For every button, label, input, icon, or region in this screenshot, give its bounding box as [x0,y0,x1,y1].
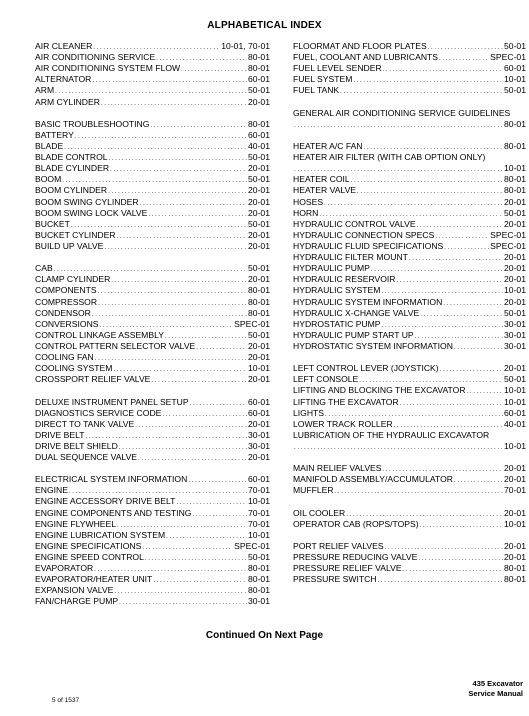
index-entry-label: CONDENSOR [35,307,91,318]
index-entry-page: 80-01 [504,174,526,185]
index-entry-page: SPEC-01 [490,52,526,63]
index-entry-page: 20-01 [504,274,526,285]
index-entry-label: BOOM SWING CYLINDER [35,196,139,207]
index-entry-page: SPEC-01 [490,240,526,251]
index-entry-label: AIR CONDITIONING SERVICE [35,52,156,63]
index-entry[interactable] [293,163,526,174]
index-entry[interactable] [35,485,270,496]
right-index-column [293,41,526,585]
index-entry-page: 10-01 [248,496,270,507]
index-entry[interactable] [35,430,270,441]
index-entry[interactable] [293,485,526,496]
index-entry-label: GENERAL AIR CONDITIONING SERVICE GUIDELINES [293,107,511,118]
dot-leader [138,452,247,465]
index-entry-label: COOLING SYSTEM [35,363,113,374]
index-entry-page: 30-01 [504,318,526,329]
index-entry[interactable] [293,263,526,274]
index-entry[interactable] [293,241,526,252]
dot-leader [101,97,247,110]
index-entry[interactable] [293,397,526,408]
index-entry-label: PRESSURE REDUCING VALVE [293,552,418,563]
index-entry[interactable] [35,330,270,341]
index-entry-label: AIR CONDITIONING SYSTEM FLOW [35,63,181,74]
index-entry[interactable] [35,363,270,374]
index-entry-page: 20-01 [248,240,270,251]
index-entry[interactable] [35,319,270,330]
index-entry-page: 40-01 [504,418,526,429]
index-entry[interactable] [35,352,270,363]
index-entry-page: 10-01 [248,363,270,374]
index-entry-label: MANIFOLD ASSEMBLY/ACCUMULATOR [293,474,453,485]
index-entry-page: 10-01 [504,396,526,407]
index-entry-label: BUCKET [35,218,70,229]
index-entry-page: 50-01 [504,41,526,51]
index-entry-page: 80-01 [248,296,270,307]
index-entry[interactable] [35,163,270,174]
index-entry[interactable] [293,252,526,263]
dot-leader [454,341,503,354]
index-entry-page: 20-01 [504,196,526,207]
index-entry-label: DELUXE INSTRUMENT PANEL SETUP [35,396,189,407]
index-entry-page: 10-01 [504,440,526,451]
index-entry-label: ENGINE ACCESSORY DRIVE BELT [35,496,176,507]
index-entry[interactable] [35,263,270,274]
dot-leader [294,119,503,132]
index-entry-page: 50-01 [504,307,526,318]
index-entry[interactable] [293,541,526,552]
index-entry-label: AIR CLEANER [35,41,93,51]
dot-leader [420,519,503,532]
index-entry[interactable] [293,197,526,208]
index-entry[interactable] [293,408,526,419]
index-entry-page: 20-01 [504,540,526,551]
index-entry-label: LIFTING THE EXCAVATOR [293,396,399,407]
index-entry[interactable] [35,41,270,52]
index-entry[interactable] [293,185,526,196]
continued-note: Continued On Next Page [205,630,324,641]
index-entry-label: HYDRAULIC CONNECTION SPECS [293,229,435,240]
index-entry-label: FUEL, COOLANT AND LUBRICANTS [293,52,439,63]
index-entry-label: HEATER VALVE [293,185,357,196]
index-entry[interactable] [35,285,270,296]
index-entry-page: 50-01 [248,152,270,163]
index-entry-page: 50-01 [248,174,270,185]
index-entry[interactable] [293,319,526,330]
index-entry-label: FLOORMAT AND FLOOR PLATES [293,41,427,51]
index-entry[interactable] [293,63,526,74]
index-entry[interactable] [35,174,270,185]
dot-leader [119,596,247,609]
index-entry-page: 50-01 [248,552,270,563]
page-title: ALPHABETICAL INDEX [207,20,322,31]
index-entry-page: 30-01 [504,329,526,340]
index-entry[interactable] [35,530,270,541]
dot-leader [378,574,503,587]
dot-leader [294,441,503,454]
index-entry-label: CONTROL PATTERN SELECTOR VALVE [35,340,196,351]
index-entry-label: EVAPORATOR/HEATER UNIT [35,574,153,585]
index-entry[interactable] [293,441,526,452]
index-entry-label: HYDROSTATIC SYSTEM INFORMATION [293,340,453,351]
index-entry[interactable] [293,574,526,585]
index-entry[interactable] [35,574,270,585]
index-entry[interactable] [35,152,270,163]
index-entry-label: HYDRAULIC X-CHANGE VALVE [293,307,420,318]
index-entry-page: 20-01 [504,507,526,518]
index-entry[interactable] [35,519,270,530]
index-entry-page: 50-01 [248,263,270,274]
index-entry-label: DIRECT TO TANK VALVE [35,418,135,429]
index-entry[interactable] [35,374,270,385]
index-entry-page: 10-01 [248,529,270,540]
index-entry[interactable] [293,552,526,563]
index-entry-label: BUCKET CYLINDER [35,229,116,240]
index-entry[interactable] [35,63,270,74]
index-entry-page: 50-01 [504,374,526,385]
index-entry-page: 20-01 [248,163,270,174]
index-entry[interactable] [293,74,526,85]
index-entry-label: CLAMP CYLINDER [35,274,111,285]
index-entry-label: HORN [293,207,319,218]
index-entry[interactable] [293,41,526,52]
index-entry-label: HYDROSTATIC PUMP [293,318,381,329]
index-entry-page: 50-01 [248,218,270,229]
index-entry-label: LOWER TRACK ROLLER [293,418,393,429]
index-entry-label: ARM [35,85,55,96]
index-entry[interactable] [35,230,270,241]
index-entry-page: 70-01 [504,485,526,496]
index-entry-label: HYDRAULIC CONTROL VALVE [293,218,416,229]
index-entry[interactable] [35,496,270,507]
index-entry[interactable] [35,508,270,519]
index-entry[interactable] [35,208,270,219]
index-entry-page: 20-01 [504,474,526,485]
index-entry-page: 80-01 [504,185,526,196]
index-entry-page: 70-01 [248,485,270,496]
index-entry-label: MAIN RELIEF VALVES [293,463,382,474]
index-entry[interactable] [35,596,270,607]
index-entry-page: 30-01 [248,429,270,440]
index-entry-page: 10-01 [504,163,526,174]
index-entry[interactable] [35,141,270,152]
index-entry[interactable] [35,397,270,408]
index-entry-page: 10-01 [504,74,526,85]
index-entry-label: MUFFLER [293,485,334,496]
footer-page-info: 5 of 1537 [52,697,80,704]
index-entry[interactable] [293,463,526,474]
index-entry-label: HYDRAULIC PUMP [293,263,370,274]
index-entry-page: 80-01 [504,574,526,585]
index-entry-page: 70-01 [248,518,270,529]
index-entry[interactable] [35,130,270,141]
index-entry-page: 20-01 [504,363,526,374]
index-entry[interactable] [293,85,526,96]
index-entry-label: HYDRAULIC SYSTEM INFORMATION [293,296,443,307]
index-entry[interactable] [293,174,526,185]
index-entry[interactable] [35,541,270,552]
dot-leader [340,85,503,98]
index-entry-label: HYDRAULIC FILTER MOUNT [293,252,408,263]
index-entry-label: ENGINE SPECIFICATIONS [35,540,142,551]
index-entry[interactable] [293,274,526,285]
index-entry-label: BOOM CYLINDER [35,185,108,196]
index-entry-label: BUILD UP VALVE [35,240,104,251]
index-entry[interactable] [35,85,270,96]
index-entry[interactable] [35,97,270,108]
index-entry[interactable] [35,74,270,85]
index-entry-label: HOSES [293,196,324,207]
index-entry-label: PORT RELIEF VALVES [293,540,384,551]
index-entry[interactable] [293,230,526,241]
index-entry[interactable] [35,408,270,419]
index-entry[interactable] [35,441,270,452]
footer-model: 435 Excavator [472,679,523,688]
index-entry[interactable] [293,297,526,308]
dot-leader [151,374,247,387]
index-entry[interactable] [35,52,270,63]
index-entry[interactable] [293,419,526,430]
index-entry-label: HYDRAULIC FLUID SPECIFICATIONS [293,240,444,251]
index-entry-label: ELECTRICAL SYSTEM INFORMATION [35,474,188,485]
index-entry[interactable] [35,474,270,485]
index-entry[interactable] [293,341,526,352]
index-entry-label: OPERATOR CAB (ROPS/TOPS) [293,518,419,529]
index-entry-page: 50-01 [248,85,270,96]
index-entry[interactable] [293,52,526,63]
index-entry-label: HYDRAULIC RESERVOIR [293,274,396,285]
index-entry-page: 10-01 [504,518,526,529]
index-entry-page: 40-01 [248,140,270,151]
index-entry-page: 80-01 [248,52,270,63]
index-entry[interactable] [35,297,270,308]
index-entry-label: FAN/CHARGE PUMP [35,596,119,607]
index-entry-label: EXPANSION VALVE [35,585,114,596]
index-entry-page: 80-01 [504,563,526,574]
index-entry-page: 20-01 [248,452,270,463]
index-entry[interactable] [35,197,270,208]
index-entry-label: CONVERSIONS [35,318,99,329]
index-entry[interactable] [293,363,526,374]
index-entry-page: 60-01 [504,407,526,418]
index-entry-page: 80-01 [248,63,270,74]
index-entry-page: 80-01 [248,285,270,296]
index-entry-label: HYDRAULIC PUMP START UP [293,329,414,340]
index-entry-page: 20-01 [248,185,270,196]
index-entry-label: LEFT CONTROL LEVER (JOYSTICK) [293,363,439,374]
index-entry-page: 10-01 [504,285,526,296]
index-entry[interactable] [35,241,270,252]
index-entry-label: BATTERY [35,129,74,140]
index-entry-page: SPEC-01 [234,540,270,551]
index-entry[interactable] [293,141,526,152]
index-entry-label: BASIC TROUBLESHOOTING [35,118,150,129]
index-entry-page: 30-01 [504,340,526,351]
dot-leader [104,241,247,254]
index-entry-page: 30-01 [248,440,270,451]
left-index-column [35,41,270,608]
index-entry-label: COMPONENTS [35,285,97,296]
index-entry-page: 10-01, 70-01 [221,41,270,51]
index-entry-label: HEATER AIR FILTER (WITH CAB OPTION ONLY) [293,152,486,163]
index-entry-page: 60-01 [248,407,270,418]
index-entry-page: 80-01 [248,563,270,574]
index-entry-label: DRIVE BELT [35,429,85,440]
index-entry[interactable] [35,341,270,352]
index-entry-page: 20-01 [504,252,526,263]
index-entry[interactable] [35,452,270,463]
index-entry-page: 20-01 [504,552,526,563]
index-entry[interactable] [35,585,270,596]
index-entry-page: 60-01 [248,74,270,85]
index-entry-label: ARM CYLINDER [35,96,100,107]
index-entry-label: HEATER A/C FAN [293,140,363,151]
index-entry-label: ENGINE LUBRICATION SYSTEM [35,529,166,540]
index-entry-page: 10-01 [504,385,526,396]
index-entry-label: FUEL LEVEL SENDER [293,63,382,74]
index-entry[interactable] [293,330,526,341]
index-entry-page: 20-01 [248,96,270,107]
index-entry-page: 20-01 [248,196,270,207]
index-entry-page: SPEC-01 [234,318,270,329]
index-entry-label: ENGINE FLYWHEEL [35,518,117,529]
index-entry[interactable] [293,508,526,519]
footer-model-info [468,679,523,699]
index-entry-page: 50-01 [248,329,270,340]
index-entry-label: LUBRICATION OF THE HYDRAULIC EXCAVATOR [293,429,490,440]
index-entry[interactable] [293,308,526,319]
index-entry-page: 60-01 [248,396,270,407]
footer-manual: Service Manual [468,689,523,698]
index-entry[interactable] [35,274,270,285]
index-entry[interactable] [293,474,526,485]
index-entry-label: LEFT CONSOLE [293,374,359,385]
index-entry[interactable] [35,308,270,319]
index-entry-label: BLADE CONTROL [35,152,108,163]
index-entry-label: BLADE [35,140,64,151]
index-entry-label: FUEL SYSTEM [293,74,353,85]
index-entry-label: CONTROL LINKAGE ASSEMBLY [35,329,164,340]
index-entry[interactable] [293,108,526,119]
index-entry-page: 20-01 [504,218,526,229]
index-entry[interactable] [35,563,270,574]
index-entry-page: 80-01 [248,118,270,129]
index-entry-label: HYDRAULIC SYSTEM [293,285,381,296]
index-entry[interactable] [293,385,526,396]
index-entry-page: 80-01 [248,585,270,596]
index-entry-page: 20-01 [248,374,270,385]
index-entry-page: 30-01 [248,596,270,607]
index-entry-page: 20-01 [248,229,270,240]
index-entry-label: OIL COOLER [293,507,346,518]
index-entry-label: LIFTING AND BLOCKING THE EXCAVATOR [293,385,466,396]
index-entry[interactable] [293,119,526,130]
index-entry-label: DIAGNOSTICS SERVICE CODE [35,407,162,418]
index-entry-label: BOOM SWING LOCK VALVE [35,207,148,218]
index-entry-page: 20-01 [504,296,526,307]
index-entry-page: 60-01 [504,63,526,74]
index-entry[interactable] [293,374,526,385]
index-entry[interactable] [35,185,270,196]
index-entry-page: 20-01 [504,263,526,274]
index-entry[interactable] [293,208,526,219]
index-entry-label: COOLING FAN [35,352,94,363]
index-entry-page: 20-01 [248,418,270,429]
index-entry-page: 70-01 [248,507,270,518]
index-entry-page: 20-01 [248,352,270,363]
index-entry-label: PRESSURE SWITCH [293,574,377,585]
index-entry-label: CROSSPORT RELIEF VALVE [35,374,151,385]
index-entry-label: PRESSURE RELIEF VALVE [293,563,402,574]
index-entry[interactable] [35,419,270,430]
index-entry[interactable] [35,219,270,230]
index-entry-page: 20-01 [504,463,526,474]
index-entry-label: ALTERNATOR [35,74,92,85]
index-entry-page: 20-01 [248,274,270,285]
index-entry-page: 20-01 [248,340,270,351]
index-entry[interactable] [35,119,270,130]
index-entry[interactable] [293,563,526,574]
index-entry[interactable] [293,519,526,530]
index-entry-page: 50-01 [504,207,526,218]
index-entry-page: 80-01 [504,118,526,129]
index-entry-label: CAB [35,263,53,274]
index-entry-page: 80-01 [248,307,270,318]
index-entry-page: SPEC-01 [490,229,526,240]
index-entry-label: BOOM [35,174,62,185]
index-entry-label: FUEL TANK [293,85,340,96]
index-entry-page: 20-01 [248,207,270,218]
index-entry-label: EVAPORATOR [35,563,94,574]
index-entry-label: LIGHTS [293,407,325,418]
index-entry-page: 80-01 [248,574,270,585]
index-entry-label: HEATER COIL [293,174,350,185]
index-entry[interactable] [35,552,270,563]
index-entry-label: BLADE CYLINDER [35,163,110,174]
index-entry-label: DRIVE BELT SHIELD [35,440,118,451]
index-entry-label: COMPRESSOR [35,296,98,307]
index-entry-label: ENGINE [35,485,68,496]
index-entry[interactable] [293,219,526,230]
index-entry-page: 80-01 [504,140,526,151]
index-entry-label: ENGINE SPEED CONTROL [35,552,144,563]
index-entry-page: 50-01 [504,85,526,96]
index-entry-page: 60-01 [248,474,270,485]
dot-leader [335,485,503,498]
index-entry-label: ENGINE COMPONENTS AND TESTING [35,507,192,518]
index-entry-page: 60-01 [248,129,270,140]
index-entry-label: DUAL SEQUENCE VALVE [35,452,138,463]
index-entry[interactable] [293,285,526,296]
